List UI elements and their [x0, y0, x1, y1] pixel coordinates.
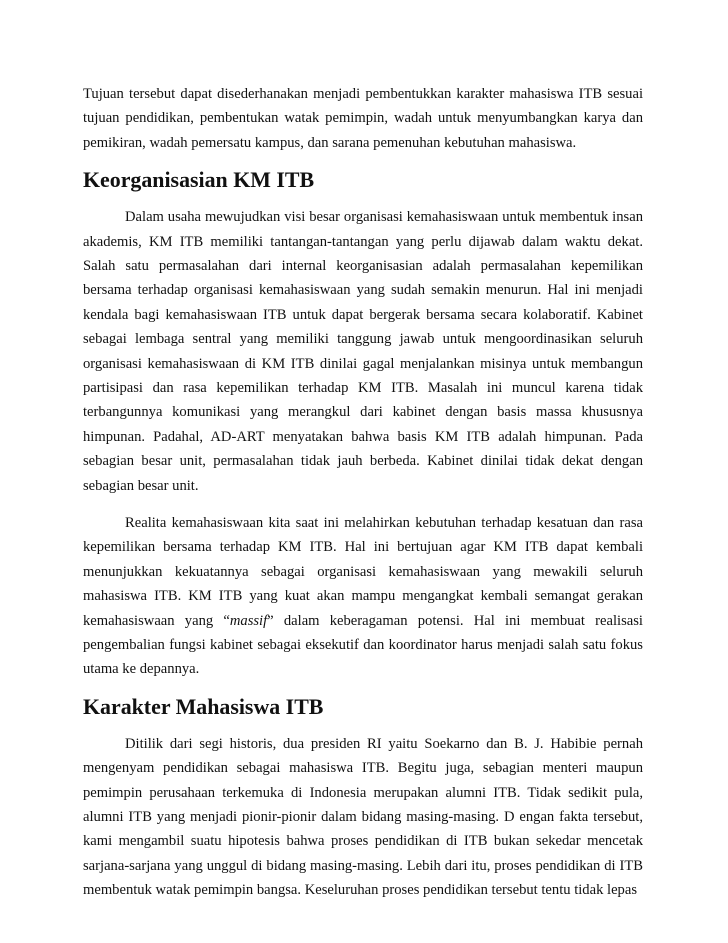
section-heading-karakter: Karakter Mahasiswa ITB: [83, 693, 324, 719]
paragraph-text-after: ” dalam keberagaman potensi. Hal ini membuat realisasi pengembalian fungsi kabinet sebagai eksekutif dan koordinator harus menjadi salah satu fokus utama ke depannya.: [83, 612, 643, 678]
intro-paragraph: Tujuan tersebut dapat disederhanakan menjadi pembentukkan karakter mahasiswa ITB sesuai tujuan pendidikan, pembentukan watak pemimpin, wadah untuk menyumbangkan karya dan pemikiran, wadah pemersatu kampus, dan sarana pemenuhan kebutuhan mahasiswa.: [83, 86, 643, 151]
italic-term: massif: [229, 612, 268, 629]
karakter-paragraph-1: Ditilik dari segi historis, dua presiden RI yaitu Soekarno dan B. J. Habibie pernah mengenyam pendidikan sebagai mahasiswa ITB. Begitu juga, sebagian menteri maupun pemimpin perusahaan terkemuka di Indonesia merupakan alumni ITB. Tidak sedikit pula, alumni ITB yang menjadi pionir-pionir dalam bidang masing-masing. D engan fakta tersebut, kami mengambil suatu hipotesis bahwa proses pendidikan di ITB bukan sekedar mencetak sarjana-sarjana yang unggul di bidang masing-masing. Lebih dari itu, proses pendidikan di ITB membentuk watak pemimpin bangsa. Keseluruhan proses pendidikan tersebut tentu tidak lepas: [83, 735, 643, 899]
keorganisasian-paragraph-2: [83, 511, 643, 682]
keorganisasian-paragraph-1: Dalam usaha mewujudkan visi besar organisasi kemahasiswaan untuk membentuk insan akademis, KM ITB memiliki tantangan-tantangan yang perlu dijawab dalam waktu dekat. Salah satu permasalahan dari internal keorganisasian adalah permasalahan kepemilikan bersama terhadap organisasi kemahasiswaan yang sudah semakin menurun. Hal ini menjadi kendala bagi kemahasiswaan ITB untuk dapat bergerak bersama secara kolaboratif. Kabinet sebagai lembaga sentral yang memiliki tanggung jawab untuk mengoordinasikan seluruh organisasi kemahasiswaan di KM ITB dinilai gagal menjalankan misinya untuk membangun partisipasi dan rasa kepemilikan terhadap KM ITB. Masalah ini muncul karena tidak terbangunnya komunikasi yang merangkul dari kabinet dengan basis massa khususnya himpunan. Padahal, AD-ART menyatakan bahwa basis KM ITB adalah himpunan. Pada sebagian besar unit, permasalahan tidak jauh berbeda. Kabinet dinilai tidak dekat dengan sebagian besar unit.: [83, 209, 643, 494]
section-heading-keorganisasian: Keorganisasian KM ITB: [83, 167, 315, 193]
paragraph-text-before: Realita kemahasiswaan kita saat ini melahirkan kebutuhan terhadap kesatuan dan rasa kepemilikan bersama terhadap KM ITB. Hal ini bertujuan agar KM ITB dapat kembali menunjukkan kekuatannya sebagai organisasi kemahasiswaan yang mewakili seluruh mahasiswa ITB. KM ITB yang kuat akan mampu mengangkat kembali semangat gerakan kemahasiswaan yang “: [83, 514, 643, 629]
